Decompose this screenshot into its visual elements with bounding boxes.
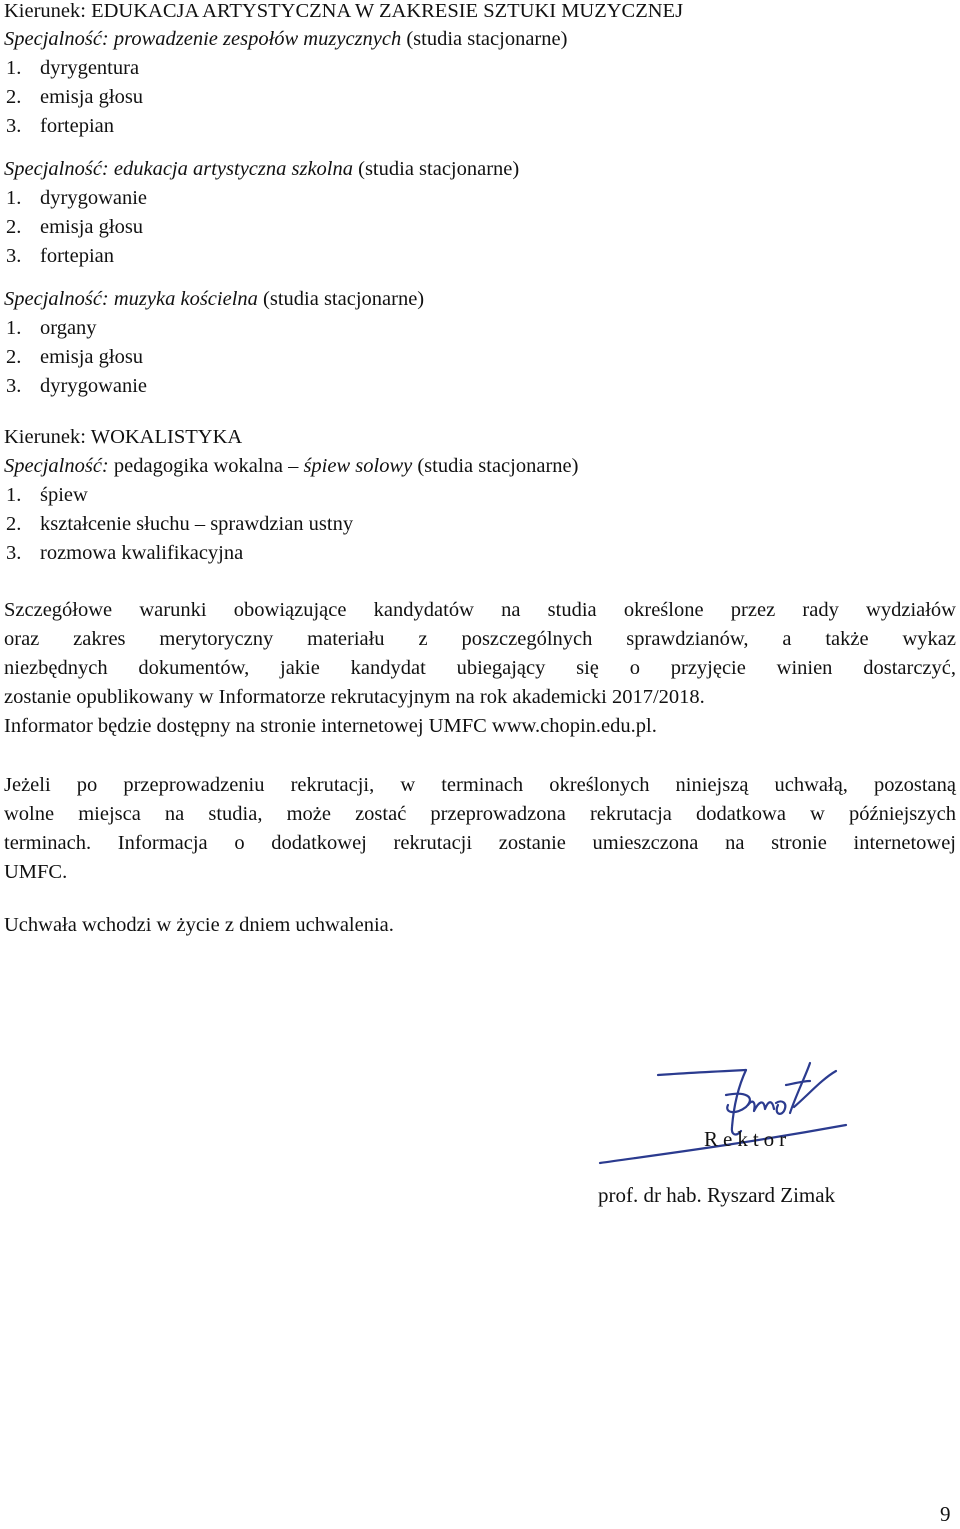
list-item: 1. organy — [6, 317, 97, 339]
paragraph-line: UMFC. — [4, 861, 68, 883]
specialization-line — [4, 27, 567, 51]
list-item: 1. śpiew — [6, 484, 88, 506]
paragraph-line: Uchwała wchodzi w życie z dniem uchwalenia. — [4, 914, 394, 936]
section-heading: Kierunek: EDUKACJA ARTYSTYCZNA W ZAKRESIE SZTUKI MUZYCZNEJ — [4, 0, 684, 22]
paragraph-line: zostanie opublikowany w Informatorze rekrutacyjnym na rok akademicki 2017/2018. — [4, 686, 705, 708]
spec-mode: (studia stacjonarne) — [263, 288, 425, 310]
spec-label: Specjalność: — [4, 455, 109, 477]
spec-label: Specjalność: — [4, 158, 109, 180]
spec-mode: (studia stacjonarne) — [417, 455, 579, 477]
list-item: 2. kształcenie słuchu – sprawdzian ustny — [6, 513, 354, 535]
paragraph-line: niezbędnych dokumentów, jakie kandydat ubiegający się o przyjęcie winien dostarczyć, — [4, 657, 956, 679]
paragraph-requirements — [4, 596, 956, 741]
spec-name: śpiew solowy — [303, 455, 413, 477]
section-heading: Kierunek: WOKALISTYKA — [4, 426, 243, 448]
signatory-name: prof. dr hab. Ryszard Zimak — [598, 1183, 836, 1207]
list-item: 2. emisja głosu — [6, 86, 144, 108]
spec-label: Specjalność: — [4, 288, 109, 310]
page-number: 9 — [940, 1502, 951, 1526]
spec-mode: (studia stacjonarne) — [358, 158, 520, 180]
spec-name: muzyka kościelna — [113, 288, 258, 310]
signature-title: Rektor — [704, 1127, 792, 1151]
paragraph-line: wolne miejsca na studia, może zostać przeprowadzona rekrutacja dodatkowa w późniejszych — [4, 803, 956, 825]
spec-label: Specjalność: — [4, 28, 109, 50]
paragraph-line: Szczegółowe warunki obowiązujące kandydatów na studia określone przez rady wydziałów — [4, 599, 956, 621]
list-item: 3. dyrygowanie — [6, 375, 148, 397]
spec-name: edukacja artystyczna szkolna — [113, 158, 353, 180]
list-item: 3. rozmowa kwalifikacyjna — [6, 542, 244, 564]
paragraph-effective-date — [4, 911, 956, 940]
specialization-line — [4, 157, 519, 181]
list-item: 3. fortepian — [6, 245, 114, 267]
specialization-line — [4, 287, 424, 311]
paragraph-line: terminach. Informacja o dodatkowej rekrutacji zostanie umieszczona na stronie internetowej — [4, 832, 956, 854]
list-item: 1. dyrygowanie — [6, 187, 148, 209]
spec-mode: (studia stacjonarne) — [406, 28, 568, 50]
paragraph-line: oraz zakres merytoryczny materiału z poszczególnych sprawdzianów, a także wykaz — [4, 628, 956, 650]
paragraph-line: Informator będzie dostępny na stronie internetowej UMFC www.chopin.edu.pl. — [4, 715, 657, 737]
paragraph-line: Jeżeli po przeprowadzeniu rekrutacji, w terminach określonych niniejszą uchwałą, pozostaną — [4, 774, 956, 796]
spec-plain: pedagogika wokalna – — [113, 455, 299, 477]
handwritten-signature — [596, 1055, 856, 1170]
spec-name: prowadzenie zespołów muzycznych — [113, 28, 402, 50]
paragraph-additional-recruitment — [4, 771, 956, 887]
specialization-line — [4, 454, 578, 478]
list-item: 1. dyrygentura — [6, 57, 140, 79]
list-item: 2. emisja głosu — [6, 216, 144, 238]
list-item: 3. fortepian — [6, 115, 114, 137]
list-item: 2. emisja głosu — [6, 346, 144, 368]
